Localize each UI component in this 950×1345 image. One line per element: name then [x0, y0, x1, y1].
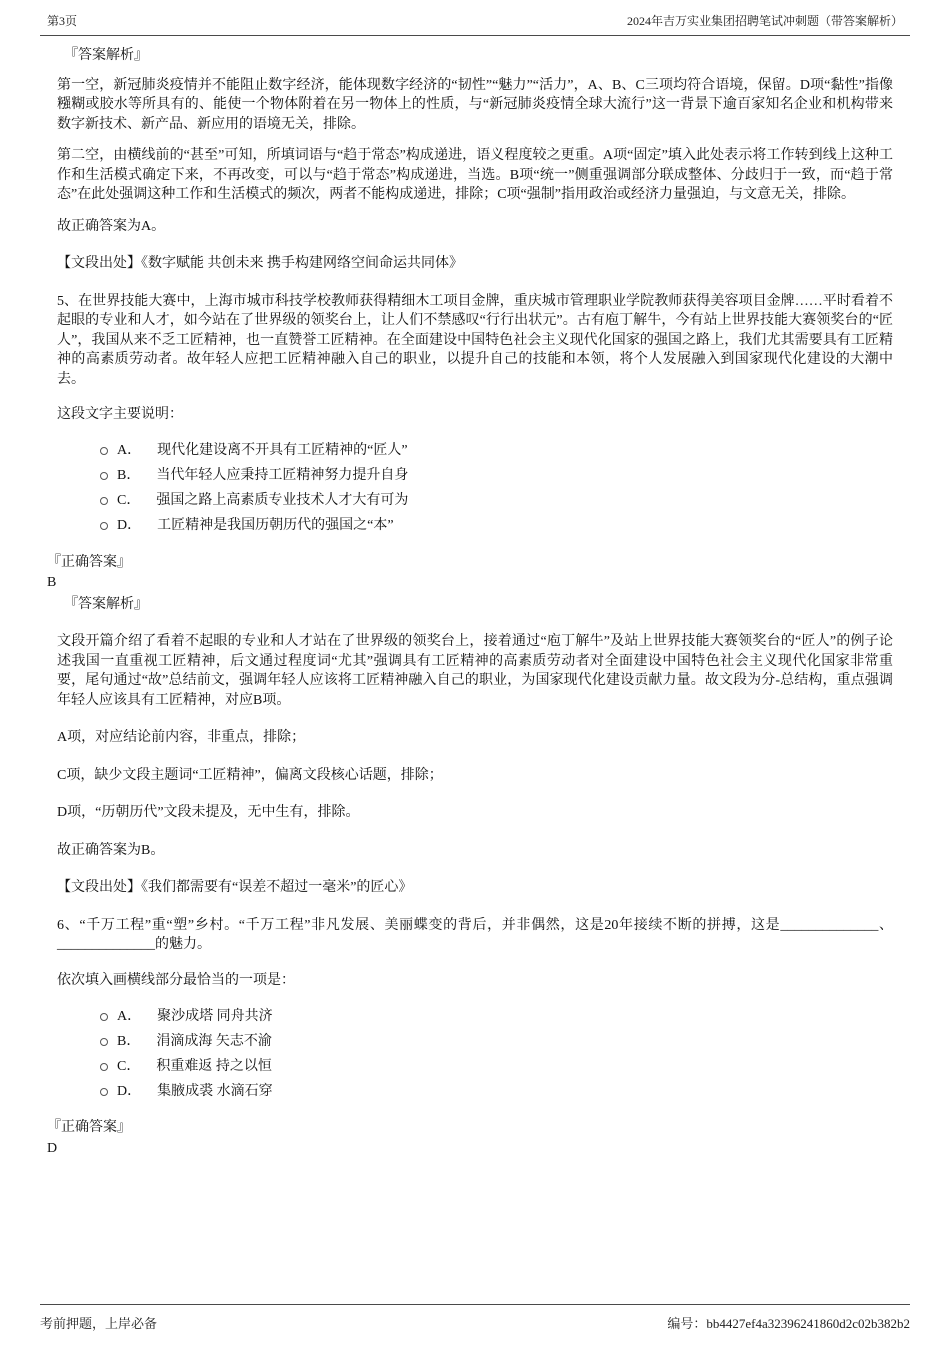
radio-icon[interactable] [100, 447, 108, 455]
option-text: 工匠精神是我国历朝历代的强国之“本” [157, 518, 394, 534]
option-c[interactable] [100, 489, 893, 514]
option-letter: C． [117, 493, 141, 509]
analysis-paragraph: 文段开篇介绍了看着不起眼的专业和人才站在了世界级的领奖台上，接着通过“庖丁解牛”及站上世界技能大赛领奖台的“匠人”的例子论述我国一直重视工匠精神，后文通过程度词“尤其”强调具有工匠精神的高素质劳动者对全面建设中国特色社会主义现代化国家非常重要，尾句通过“故”总结前文，强调年轻人应该将工匠精神融入自己的职业，为国家现代化建设贡献力量。故文段为分-总结构，重点强调年轻人应该具有工匠精神，对应B项。 [57, 634, 893, 708]
question-5-options [57, 439, 893, 539]
footer-slogan: 考前押题，上岸必备 [40, 1316, 158, 1331]
option-c[interactable] [100, 1054, 893, 1079]
analysis-paragraph: 第一空，新冠肺炎疫情并不能阻止数字经济，能体现数字经济的“韧性”“魅力”“活力”，A、B、C三项均符合语境，保留。D项“黏性”指像糨糊或胶水等所具有的、能使一个物体附着在另一物体上的性质，与“新冠肺炎疫情全球大流行”这一背景下逾百家知名企业和机构带来数字新技术、新产品、新应用的语境无关，排除。 [57, 77, 893, 132]
analysis-option-a: A项，对应结论前内容，非重点，排除； [57, 730, 306, 745]
option-text: 现代化建设离不开具有工匠精神的“匠人” [157, 443, 408, 459]
document-content [47, 46, 893, 1160]
option-b[interactable] [100, 1029, 893, 1054]
option-text: 集腋成裘 水滴石穿 [157, 1083, 273, 1099]
question-6-stem: 6、“千万工程”重“塑”乡村。“千万工程”非凡发展、美丽蝶变的背后，并非偶然，这是20年接续不断的拼搏，这是______________、______________的魅力。 [57, 917, 893, 952]
option-letter: B． [117, 468, 141, 484]
analysis-paragraph: 第二空，由横线前的“甚至”可知，所填词语与“趋于常态”构成递进，语义程度较之更重。A项“固定”填入此处表示将工作转到线上这种工作和生活模式确定下来，不再改变，可以与“趋于常态”构成递进，当选。B项“统一”侧重强调部分联成整体、分歧归于一致，而“趋于常态”在此处强调这种工作和生活模式的频次，两者不能构成递进，排除；C项“强制”指用政治或经济力量强迫，与文意无关，排除。 [57, 148, 893, 202]
radio-icon[interactable] [100, 1063, 108, 1071]
page-footer [40, 1304, 910, 1332]
radio-icon[interactable] [100, 472, 108, 480]
option-text: 积重难返 持之以恒 [156, 1058, 272, 1074]
analysis-option-d: D项，“历朝历代”文段未提及，无中生有，排除。 [57, 805, 360, 820]
analysis-label: 『答案解析』 [64, 596, 148, 612]
option-a[interactable] [100, 1004, 893, 1029]
correct-answer-value: D [47, 1140, 58, 1156]
option-text: 强国之路上高素质专业技术人才大有可为 [156, 493, 409, 509]
radio-icon[interactable] [100, 522, 108, 530]
question-6-prompt: 依次填入画横线部分最恰当的一项是： [57, 972, 295, 988]
option-b[interactable] [100, 464, 893, 489]
option-text: 涓滴成海 矢志不渝 [156, 1033, 272, 1049]
radio-icon[interactable] [100, 1088, 108, 1096]
option-letter: B． [117, 1033, 141, 1049]
question-6-options [57, 1004, 893, 1104]
option-letter: D． [117, 518, 142, 534]
option-d[interactable] [100, 514, 893, 539]
radio-icon[interactable] [100, 1038, 108, 1046]
document-title: 2024年吉万实业集团招聘笔试冲刺题（带答案解析） [626, 14, 903, 28]
radio-icon[interactable] [100, 497, 108, 505]
correct-answer-value: B [47, 575, 57, 590]
analysis-conclusion: 故正确答案为B。 [57, 842, 165, 858]
question-5-stem: 5、在世界技能大赛中，上海市城市科技学校教师获得精细木工项目金牌，重庆城市管理职业学院教师获得美容项目金牌……平时看着不起眼的专业和人才，如今站在了世界级的领奖台上，让人们不禁感叹“行行出状元”。古有庖丁解牛，今有站上世界技能大赛领奖台的“匠人”，我国从来不乏工匠精神，也一直赞誉工匠精神。在全面建设中国特色社会主义现代化国家的强国之路上，我们尤其需要具有工匠精神的高素质劳动者。故年轻人应把工匠精神融入自己的职业，以提升自己的技能和本领，将个人发展融入到国家现代化建设的大潮中去。 [57, 293, 893, 387]
source-line: 【文段出处】《我们都需要有“误差不超过一毫米”的匠心》 [57, 880, 413, 895]
option-letter: A． [117, 443, 142, 459]
option-d[interactable] [100, 1079, 893, 1104]
radio-icon[interactable] [100, 1013, 108, 1021]
analysis-option-c: C项，缺少文段主题词“工匠精神”，偏离文段核心话题，排除； [57, 767, 443, 783]
option-letter: C． [117, 1058, 141, 1074]
correct-answer-label: 『正确答案』 [47, 554, 131, 570]
option-letter: D． [117, 1083, 142, 1099]
analysis-label: 『答案解析』 [64, 48, 148, 63]
footer-document-id: 编号：bb4427ef4a32396241860d2c02b382b2 [667, 1316, 910, 1331]
option-letter: A． [117, 1008, 142, 1024]
analysis-conclusion: 故正确答案为A。 [57, 218, 166, 234]
correct-answer-label: 『正确答案』 [47, 1120, 131, 1135]
question-5-prompt: 这段文字主要说明： [57, 407, 183, 422]
source-line: 【文段出处】《数字赋能 共创未来 携手构建网络空间命运共同体》 [57, 256, 463, 271]
option-text: 当代年轻人应秉持工匠精神努力提升自身 [156, 468, 409, 484]
page-header [40, 12, 910, 36]
option-text: 聚沙成塔 同舟共济 [157, 1008, 273, 1024]
option-a[interactable] [100, 439, 893, 464]
page-number: 第3页 [47, 14, 78, 28]
